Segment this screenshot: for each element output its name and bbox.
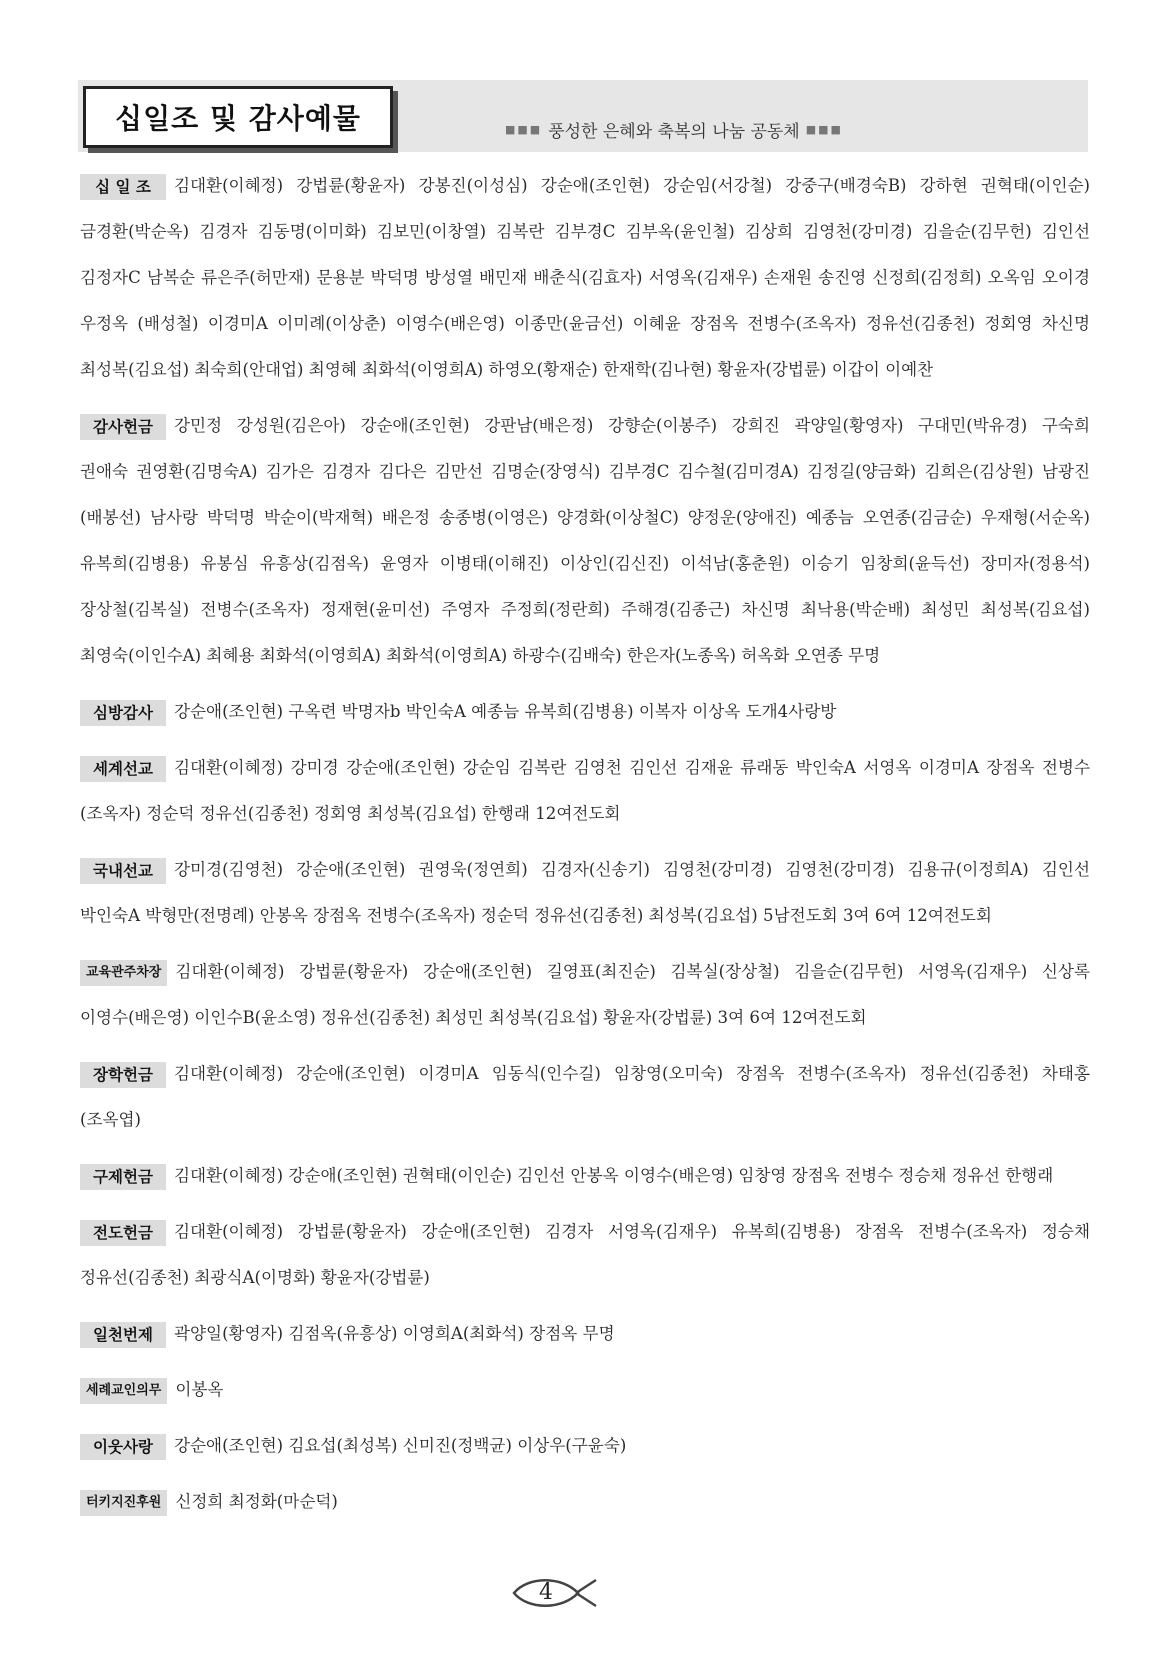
category-label: 심방감사 bbox=[80, 700, 166, 726]
name-line bbox=[80, 1097, 1090, 1143]
page-number-badge bbox=[510, 1572, 600, 1614]
subtitle bbox=[505, 117, 843, 142]
donor-names: 신정희 최정화(마순덕) bbox=[175, 1492, 338, 1511]
name-line bbox=[80, 1051, 1090, 1097]
offering-section bbox=[80, 745, 1090, 837]
name-line bbox=[80, 847, 1090, 893]
offering-section bbox=[80, 689, 1090, 735]
title-box bbox=[83, 86, 393, 148]
offering-section bbox=[80, 949, 1090, 1041]
category-label: 구제헌금 bbox=[80, 1164, 166, 1190]
donor-names: 우정옥 (배성철) 이경미A 이미례(이상춘) 이영수(배은영) 이종만(윤금선) 이혜윤 장점옥 전병수(조옥자) 정유선(김종천) 정회영 차신명 bbox=[80, 314, 1090, 333]
name-line bbox=[80, 495, 1090, 541]
category-label: 국내선교 bbox=[80, 858, 166, 884]
name-line bbox=[80, 1367, 1090, 1413]
name-line bbox=[80, 403, 1090, 449]
name-line bbox=[80, 791, 1090, 837]
donor-names: 권애숙 권영환(김명숙A) 김가은 김경자 김다은 김만선 김명순(장영식) 김부경C 김수철(김미경A) 김정길(양금화) 김희은(김상원) 남광진 bbox=[80, 462, 1090, 481]
donor-names: 강순애(조인현) 구옥련 박명자b 박인숙A 예종늠 유복희(김병용) 이복자 이상옥 도개4사랑방 bbox=[174, 702, 837, 721]
subtitle-text: 풍성한 은혜와 축복의 나눔 공동체 bbox=[548, 122, 800, 142]
name-line bbox=[80, 745, 1090, 791]
donor-names: 강미경(김영천) 강순애(조인현) 권영욱(정연희) 김경자(신송기) 김영천(강미경) 김영천(강미경) 김용규(이정희A) 김인선 bbox=[174, 860, 1090, 879]
donor-names: 곽양일(황영자) 김점옥(유흥상) 이영희A(최화석) 장점옥 무명 bbox=[174, 1324, 615, 1343]
donor-names: (조옥자) 정순덕 정유선(김종천) 정회영 최성복(김요섭) 한행래 12여전도회 bbox=[80, 804, 621, 823]
donor-names: 최영숙(이인수A) 최혜용 최화석(이영희A) 최화석(이영희A) 하광수(김배숙) 한은자(노종옥) 허옥화 오연종 무명 bbox=[80, 646, 881, 665]
donor-names: 김정자C 남복순 류은주(허만재) 문용분 박덕명 방성열 배민재 배춘식(김효자) 서영옥(김재우) 손재원 송진영 신정희(김정희) 오옥임 오이경 bbox=[80, 268, 1090, 287]
decorative-squares-icon: ■■■ bbox=[505, 123, 543, 136]
donor-names: 이영수(배은영) 이인수B(윤소영) 정유선(김종천) 최성민 최성복(김요섭) 황윤자(강법륜) 3여 6여 12여전도회 bbox=[80, 1008, 867, 1027]
offering-section bbox=[80, 1051, 1090, 1143]
name-line bbox=[80, 1423, 1090, 1469]
offering-section bbox=[80, 163, 1090, 393]
name-line bbox=[80, 1479, 1090, 1525]
donor-names: (배봉선) 남사랑 박덕명 박순이(박재혁) 배은정 송종병(이영은) 양경화(이상철C) 양정운(양애진) 예종늠 오연종(김금순) 우재형(서순옥) bbox=[80, 508, 1090, 527]
donor-names: (조옥엽) bbox=[80, 1110, 142, 1129]
name-line bbox=[80, 1311, 1090, 1357]
offering-section bbox=[80, 1153, 1090, 1199]
category-label: 세계선교 bbox=[80, 756, 166, 782]
category-label: 이웃사랑 bbox=[80, 1434, 166, 1460]
donor-names: 강민정 강성원(김은아) 강순애(조인현) 강판남(배은정) 강향순(이봉주) 강희진 곽양일(황영자) 구대민(박유경) 구숙희 bbox=[174, 416, 1090, 435]
category-label: 십 일 조 bbox=[80, 174, 166, 200]
name-line bbox=[80, 1209, 1090, 1255]
name-line bbox=[80, 541, 1090, 587]
donor-names: 김대환(이혜정) 강순애(조인현) 권혁태(이인순) 김인선 안봉옥 이영수(배은영) 임창영 장점옥 전병수 정승채 정유선 한행래 bbox=[174, 1166, 1054, 1185]
donor-names: 최성복(김요섭) 최숙희(안대업) 최영혜 최화석(이영희A) 하영오(황재순) 한재학(김나현) 황윤자(강법륜) 이갑이 이예찬 bbox=[80, 360, 934, 379]
name-line bbox=[80, 633, 1090, 679]
name-line bbox=[80, 1153, 1090, 1199]
donor-names: 정유선(김종천) 최광식A(이명화) 황윤자(강법륜) bbox=[80, 1268, 430, 1287]
page-number: 4 bbox=[539, 1580, 553, 1605]
name-line bbox=[80, 893, 1090, 939]
offering-section bbox=[80, 1367, 1090, 1413]
offerings-list bbox=[80, 163, 1090, 1535]
name-line bbox=[80, 1255, 1090, 1301]
name-line bbox=[80, 995, 1090, 1041]
donor-names: 김대환(이혜정) 강법륜(황윤자) 강순애(조인현) 길영표(최진순) 김복실(장상철) 김을순(김무헌) 서영옥(김재우) 신상록 bbox=[175, 962, 1090, 981]
name-line bbox=[80, 949, 1090, 995]
donor-names: 장상철(김복실) 전병수(조옥자) 정재현(윤미선) 주영자 주정희(정란희) 주해경(김종근) 차신명 최낙용(박순배) 최성민 최성복(김요섭) bbox=[80, 600, 1090, 619]
category-label: 장학헌금 bbox=[80, 1062, 166, 1088]
offering-section bbox=[80, 403, 1090, 679]
donor-names: 이봉옥 bbox=[175, 1380, 224, 1399]
category-label: 교육관주차장 bbox=[80, 960, 167, 986]
donor-names: 김대환(이혜정) 강미경 강순애(조인현) 강순임 김복란 김영천 김인선 김재윤 류래동 박인숙A 서영옥 이경미A 장점옥 전병수 bbox=[174, 758, 1090, 777]
category-label: 터키지진후원 bbox=[80, 1490, 167, 1516]
donor-names: 김대환(이혜정) 강법륜(황윤자) 강봉진(이성심) 강순애(조인현) 강순임(서강철) 강중구(배경숙B) 강하현 권혁태(이인순) bbox=[174, 176, 1090, 195]
name-line bbox=[80, 449, 1090, 495]
donor-names: 박인숙A 박형만(전명례) 안봉옥 장점옥 전병수(조옥자) 정순덕 정유선(김종천) 최성복(김요섭) 5남전도회 3여 6여 12여전도회 bbox=[80, 906, 992, 925]
name-line bbox=[80, 689, 1090, 735]
name-line bbox=[80, 301, 1090, 347]
category-label: 일천번제 bbox=[80, 1322, 166, 1348]
donor-names: 김대환(이혜정) 강법륜(황윤자) 강순애(조인현) 김경자 서영옥(김재우) 유복희(김병용) 장점옥 전병수(조옥자) 정승채 bbox=[174, 1222, 1090, 1241]
offering-section bbox=[80, 1479, 1090, 1525]
name-line bbox=[80, 163, 1090, 209]
page-title: 십일조 및 감사예물 bbox=[115, 102, 361, 135]
category-label: 전도헌금 bbox=[80, 1220, 166, 1246]
name-line bbox=[80, 587, 1090, 633]
offering-section bbox=[80, 1311, 1090, 1357]
offering-section bbox=[80, 1423, 1090, 1469]
offering-section bbox=[80, 847, 1090, 939]
name-line bbox=[80, 209, 1090, 255]
category-label: 세례교인의무 bbox=[80, 1378, 167, 1404]
name-line bbox=[80, 255, 1090, 301]
donor-names: 금경환(박순옥) 김경자 김동명(이미화) 김보민(이창열) 김복란 김부경C 김부옥(윤인철) 김상희 김영천(강미경) 김을순(김무헌) 김인선 bbox=[80, 222, 1090, 241]
category-label: 감사헌금 bbox=[80, 414, 166, 440]
offering-section bbox=[80, 1209, 1090, 1301]
donor-names: 유복희(김병용) 유봉심 유흥상(김점옥) 윤영자 이병태(이해진) 이상인(김신진) 이석남(홍춘원) 이승기 임창희(윤득선) 장미자(정용석) bbox=[80, 554, 1090, 573]
donor-names: 김대환(이혜정) 강순애(조인현) 이경미A 임동식(인수길) 임창영(오미숙) 장점옥 전병수(조옥자) 정유선(김종천) 차태홍 bbox=[174, 1064, 1090, 1083]
name-line bbox=[80, 347, 1090, 393]
donor-names: 강순애(조인현) 김요섭(최성복) 신미진(정백균) 이상우(구윤숙) bbox=[174, 1436, 627, 1455]
decorative-squares-icon: ■■■ bbox=[805, 123, 843, 136]
